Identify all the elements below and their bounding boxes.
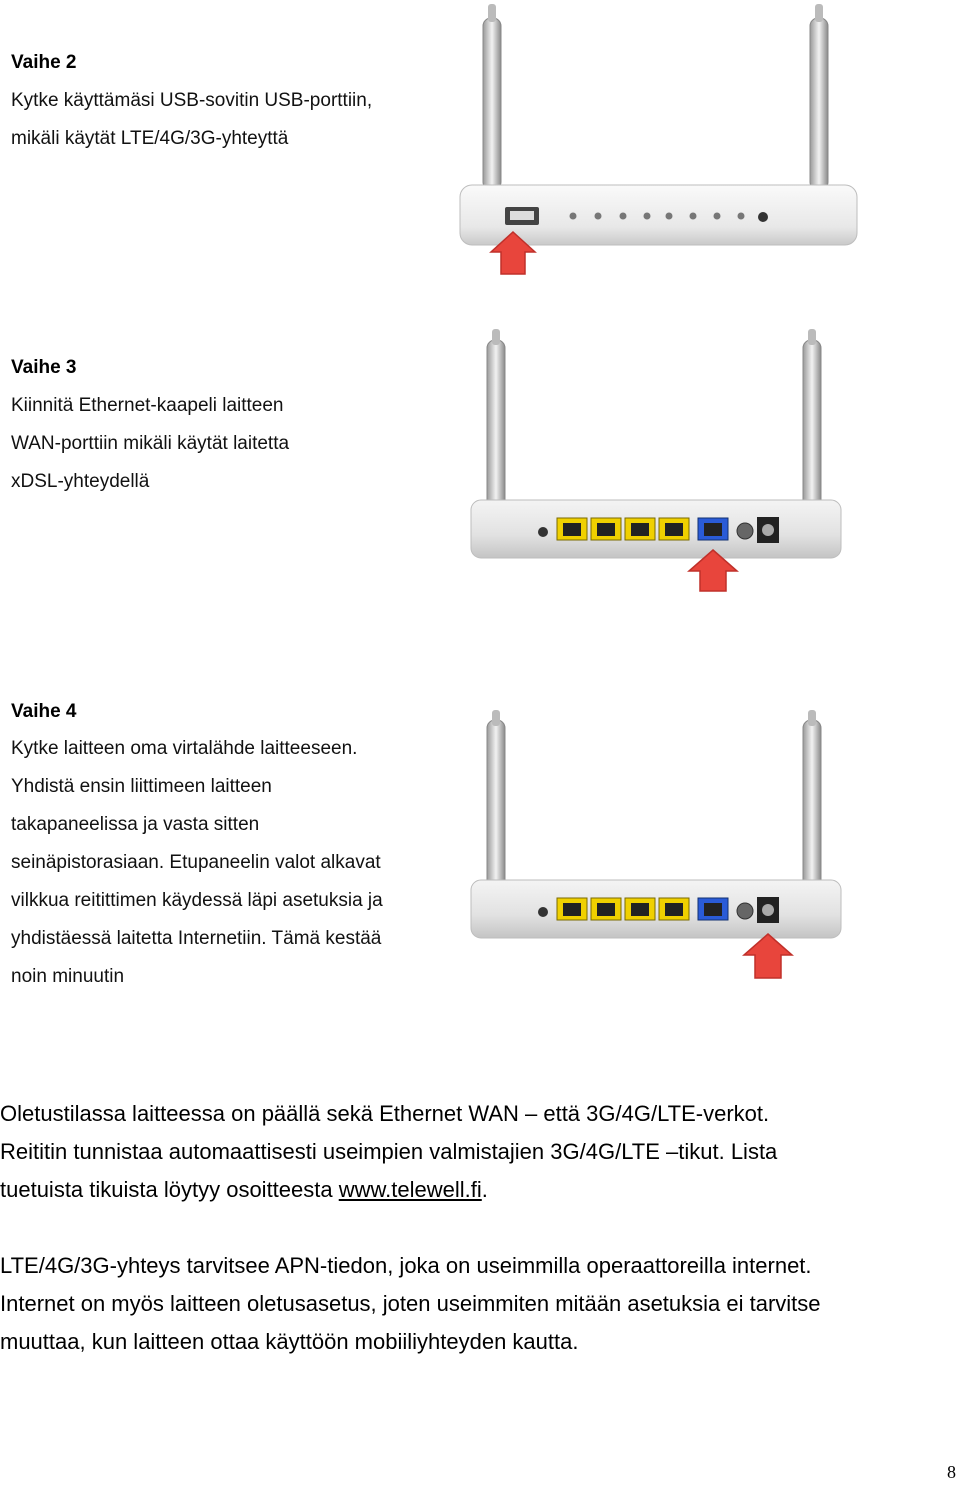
step-4-line-7: noin minuutin xyxy=(11,966,125,987)
step-4-line-5: vilkkua reitittimen käydessä läpi asetuksia ja xyxy=(11,890,383,911)
info-para-2-line-3: muuttaa, kun laitteen ottaa käyttöön mobiiliyhteyden kautta. xyxy=(0,1329,579,1354)
info-para-1-line-3 xyxy=(0,1176,488,1204)
step-4-line-4: seinäpistorasiaan. Etupaneelin valot alkavat xyxy=(11,852,381,873)
step-2-title: Vaihe 2 xyxy=(11,52,77,73)
step-4-line-3: takapaneelissa ja vasta sitten xyxy=(11,814,260,835)
step-4-line-2: Yhdistä ensin liittimeen laitteen xyxy=(11,776,272,797)
info-para-1-line-1: Oletustilassa laitteessa on päällä sekä Ethernet WAN – että 3G/4G/LTE-verkot. xyxy=(0,1101,770,1126)
router-back-wan-image xyxy=(465,325,845,600)
info-para-1-line-3-text: tuetuista tikuista löytyy osoitteesta xyxy=(0,1177,339,1202)
info-para-2-line-2: Internet on myös laitteen oletusasetus, joten useimmiten mitään asetuksia ei tarvitse xyxy=(0,1291,821,1316)
router-front-usb-image xyxy=(455,0,860,285)
telewell-link[interactable]: www.telewell.fi xyxy=(338,1177,482,1202)
step-2-line-1: Kytke käyttämäsi USB-sovitin USB-porttiin, xyxy=(11,90,373,111)
router-back-power-image xyxy=(465,708,845,988)
step-4-line-1: Kytke laitteen oma virtalähde laitteeseen. xyxy=(11,738,358,759)
page-number: 8 xyxy=(947,1462,956,1482)
step-3-line-1: Kiinnitä Ethernet-kaapeli laitteen xyxy=(11,395,284,416)
step-3-line-2: WAN-porttiin mikäli käytät laitetta xyxy=(11,433,290,454)
info-para-2-line-1: LTE/4G/3G-yhteys tarvitsee APN-tiedon, joka on useimmilla operaattoreilla internet. xyxy=(0,1253,812,1278)
info-para-1-line-3-end: . xyxy=(481,1177,488,1202)
step-4-title: Vaihe 4 xyxy=(11,701,77,722)
step-3-line-3: xDSL-yhteydellä xyxy=(11,471,150,492)
step-3-title: Vaihe 3 xyxy=(11,357,77,378)
step-2-line-2: mikäli käytät LTE/4G/3G-yhteyttä xyxy=(11,128,289,149)
info-para-1-line-2: Reititin tunnistaa automaattisesti useimpien valmistajien 3G/4G/LTE –tikut. Lista xyxy=(0,1139,778,1164)
step-4-line-6: yhdistäessä laitetta Internetiin. Tämä kestää xyxy=(11,928,382,949)
